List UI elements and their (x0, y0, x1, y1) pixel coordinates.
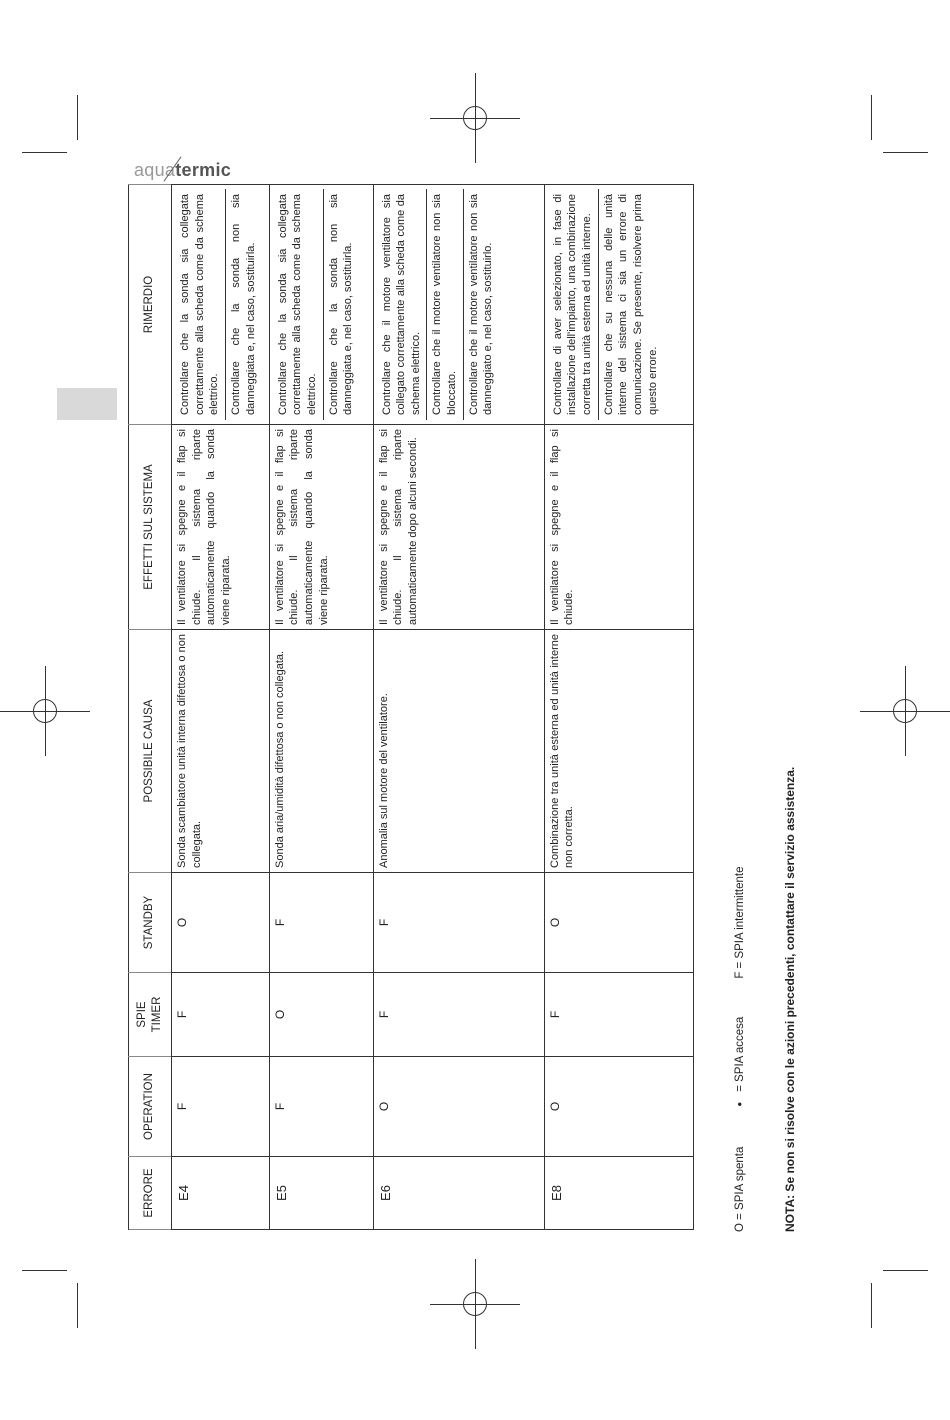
led-operation: F (172, 1057, 270, 1157)
header-operation: OPERATION (129, 1057, 172, 1157)
possible-cause: Anomalia sul motore del ventilatore. (373, 630, 544, 873)
remedy-item: Controllare che su nessuna delle unità interne del sistema ci sia un errore di comunicazione. Se presente, risolvere prima questo errore. (598, 189, 664, 420)
error-code: E8 (544, 1157, 693, 1230)
possible-cause: Combinazione tra unità esterna ed unità interne non corretta. (544, 630, 693, 873)
header-timer-label: TIMER (151, 996, 163, 1033)
error-code: E4 (172, 1157, 270, 1230)
crop-mark (883, 152, 928, 153)
led-timer: O (269, 973, 373, 1057)
legend (734, 866, 746, 1232)
system-effects: Il ventilatore si spegne e il flap si chiude. (544, 425, 693, 630)
registration-mark-right (860, 666, 950, 756)
header-cause: POSSIBILE CAUSA (129, 630, 172, 873)
table-row (373, 185, 544, 1230)
remedy-item: Controllare di aver selezionato, in fase di installazione dell'impianto, una combinazione corretta tra unità esterna ed unità interne. (551, 194, 594, 415)
remedy-cell (269, 185, 373, 425)
crop-mark (77, 1283, 78, 1328)
header-timer (129, 973, 172, 1057)
header-remedy: RIMERDIO (129, 185, 172, 425)
led-standby: F (373, 873, 544, 973)
table-row (269, 185, 373, 1230)
crop-mark (871, 1283, 872, 1328)
legend-off: O = SPIA spenta (734, 1146, 746, 1232)
possible-cause: Sonda aria/umidità difettosa o non collegata. (269, 630, 373, 873)
table-row (544, 185, 693, 1230)
led-timer: F (373, 973, 544, 1057)
led-standby: O (172, 873, 270, 973)
crop-mark (22, 1270, 67, 1271)
logo-part-1: aqua (134, 160, 176, 180)
registration-mark-top (430, 73, 520, 163)
remedy-item: Controllare che la sonda non sia danneggiata e, nel caso, sostituirla. (225, 189, 261, 420)
possible-cause: Sonda scambiatore unità interna difettosa o non collegata. (172, 630, 270, 873)
remedy-item: Controllare che il motore ventilatore non sia danneggiato e, nel caso, sostituirlo. (463, 189, 499, 420)
header-leds: SPIE (135, 1001, 148, 1028)
crop-mark (883, 1270, 928, 1271)
remedy-item: Controllare che il motore ventilatore non sia bloccato. (426, 189, 462, 420)
led-operation: F (269, 1057, 373, 1157)
registration-mark-bottom (430, 1259, 520, 1349)
header-error: ERRORE (129, 1157, 172, 1230)
remedy-item: Controllare che la sonda non sia danneggiata e, nel caso, sostituirla. (323, 189, 359, 420)
led-standby: O (544, 873, 693, 973)
registration-mark-left (0, 666, 90, 756)
error-code: E5 (269, 1157, 373, 1230)
led-operation: O (544, 1057, 693, 1157)
error-table-wrapper (128, 185, 694, 1230)
note: NOTA: Se non si risolve con le azioni precedenti, contattare il servizio assistenza. (783, 766, 797, 1232)
remedy-cell (373, 185, 544, 425)
header-standby: STANDBY (129, 873, 172, 973)
crop-mark (22, 152, 67, 153)
error-code: E6 (373, 1157, 544, 1230)
led-timer: F (172, 973, 270, 1057)
remedy-item: Controllare che la sonda sia collegata correttamente alla scheda come da schema elettrico. (276, 194, 318, 415)
remedy-cell (172, 185, 270, 425)
table-header-row (129, 185, 172, 1230)
brand-logo (134, 160, 231, 181)
system-effects: Il ventilatore si spegne e il flap si chiude. Il sistema riparte automaticamente quando la sonda viene riparata. (269, 425, 373, 630)
logo-part-2: termic (175, 160, 232, 180)
header-effects: EFFETTI SUL SISTEMA (129, 425, 172, 630)
section-tab (57, 388, 117, 420)
system-effects: Il ventilatore si spegne e il flap si chiude. Il sistema riparte automaticamente dopo alcuni secondi. (373, 425, 544, 630)
remedy-item: Controllare che la sonda sia collegata correttamente alla scheda come da schema elettrico. (179, 194, 221, 415)
crop-mark (871, 95, 872, 140)
system-effects: Il ventilatore si spegne e il flap si chiude. Il sistema riparte automaticamente quando la sonda viene riparata. (172, 425, 270, 630)
legend-on-symbol: ● (735, 1101, 745, 1107)
error-table (128, 184, 694, 1230)
led-operation: O (373, 1057, 544, 1157)
table-row (172, 185, 270, 1230)
remedy-cell (544, 185, 693, 425)
crop-mark (77, 95, 78, 140)
legend-blink: F = SPIA intermittente (734, 866, 746, 979)
legend-on: = SPIA accesa (734, 1016, 746, 1092)
remedy-item: Controllare che il motore ventilatore sia collegato correttamente alla scheda come da schema elettrico. (380, 194, 422, 415)
led-timer: F (544, 973, 693, 1057)
led-standby: F (269, 873, 373, 973)
